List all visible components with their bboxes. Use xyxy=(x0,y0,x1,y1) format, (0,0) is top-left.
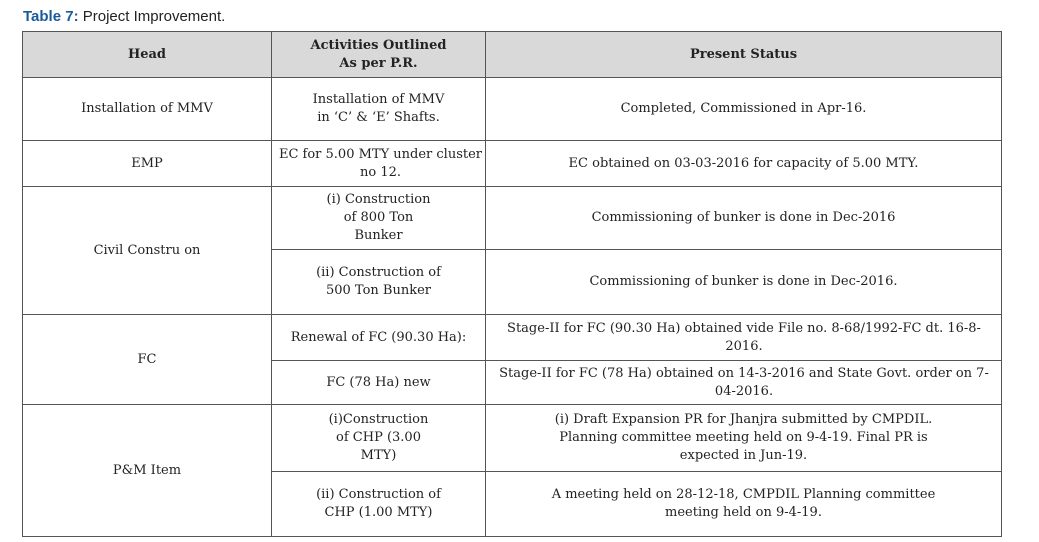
activity-cell: Installation of MMV in ‘C’ & ‘E’ Shafts. xyxy=(272,78,486,141)
head-cell: Civil Constru on xyxy=(23,187,272,315)
status-cell: A meeting held on 28-12-18, CMPDIL Planning committee meeting held on 9-4-19. xyxy=(486,472,1002,537)
activity-cell: (i) Construction of 800 Ton Bunker xyxy=(272,187,486,250)
status-cell: EC obtained on 03-03-2016 for capacity of 5.00 MTY. xyxy=(486,141,1002,187)
activity-cell: (ii) Construction of 500 Ton Bunker xyxy=(272,250,486,315)
table-row xyxy=(23,405,1002,472)
activity-cell: (i)Construction of CHP (3.00 MTY) xyxy=(272,405,486,472)
caption-label: Table 7: xyxy=(23,8,79,25)
project-improvement-table xyxy=(22,31,1002,537)
table-row xyxy=(23,315,1002,361)
table-caption xyxy=(23,8,225,25)
head-cell: P&M Item xyxy=(23,405,272,537)
head-cell: EMP xyxy=(23,141,272,187)
head-cell: Installation of MMV xyxy=(23,78,272,141)
caption-text: Project Improvement. xyxy=(78,8,226,25)
status-cell: (i) Draft Expansion PR for Jhanjra submitted by CMPDIL. Planning committee meeting held on 9-4-19. Final PR is expected in Jun-19. xyxy=(486,405,1002,472)
table-row xyxy=(23,141,1002,187)
status-cell: Commissioning of bunker is done in Dec-2016. xyxy=(486,250,1002,315)
header-status: Present Status xyxy=(486,32,1002,78)
status-cell: Stage-II for FC (78 Ha) obtained on 14-3-2016 and State Govt. order on 7-04-2016. xyxy=(486,361,1002,405)
activity-cell: FC (78 Ha) new xyxy=(272,361,486,405)
header-row xyxy=(23,32,1002,78)
status-cell: Stage-II for FC (90.30 Ha) obtained vide File no. 8-68/1992-FC dt. 16-8-2016. xyxy=(486,315,1002,361)
header-activities: Activities Outlined As per P.R. xyxy=(272,32,486,78)
activity-cell: Renewal of FC (90.30 Ha): xyxy=(272,315,486,361)
head-cell: FC xyxy=(23,315,272,405)
header-head: Head xyxy=(23,32,272,78)
table-row xyxy=(23,187,1002,250)
status-cell: Completed, Commissioned in Apr-16. xyxy=(486,78,1002,141)
activity-cell: (ii) Construction of CHP (1.00 MTY) xyxy=(272,472,486,537)
table-row xyxy=(23,78,1002,141)
activity-cell: EC for 5.00 MTY under cluster no 12. xyxy=(272,141,486,187)
status-cell: Commissioning of bunker is done in Dec-2016 xyxy=(486,187,1002,250)
